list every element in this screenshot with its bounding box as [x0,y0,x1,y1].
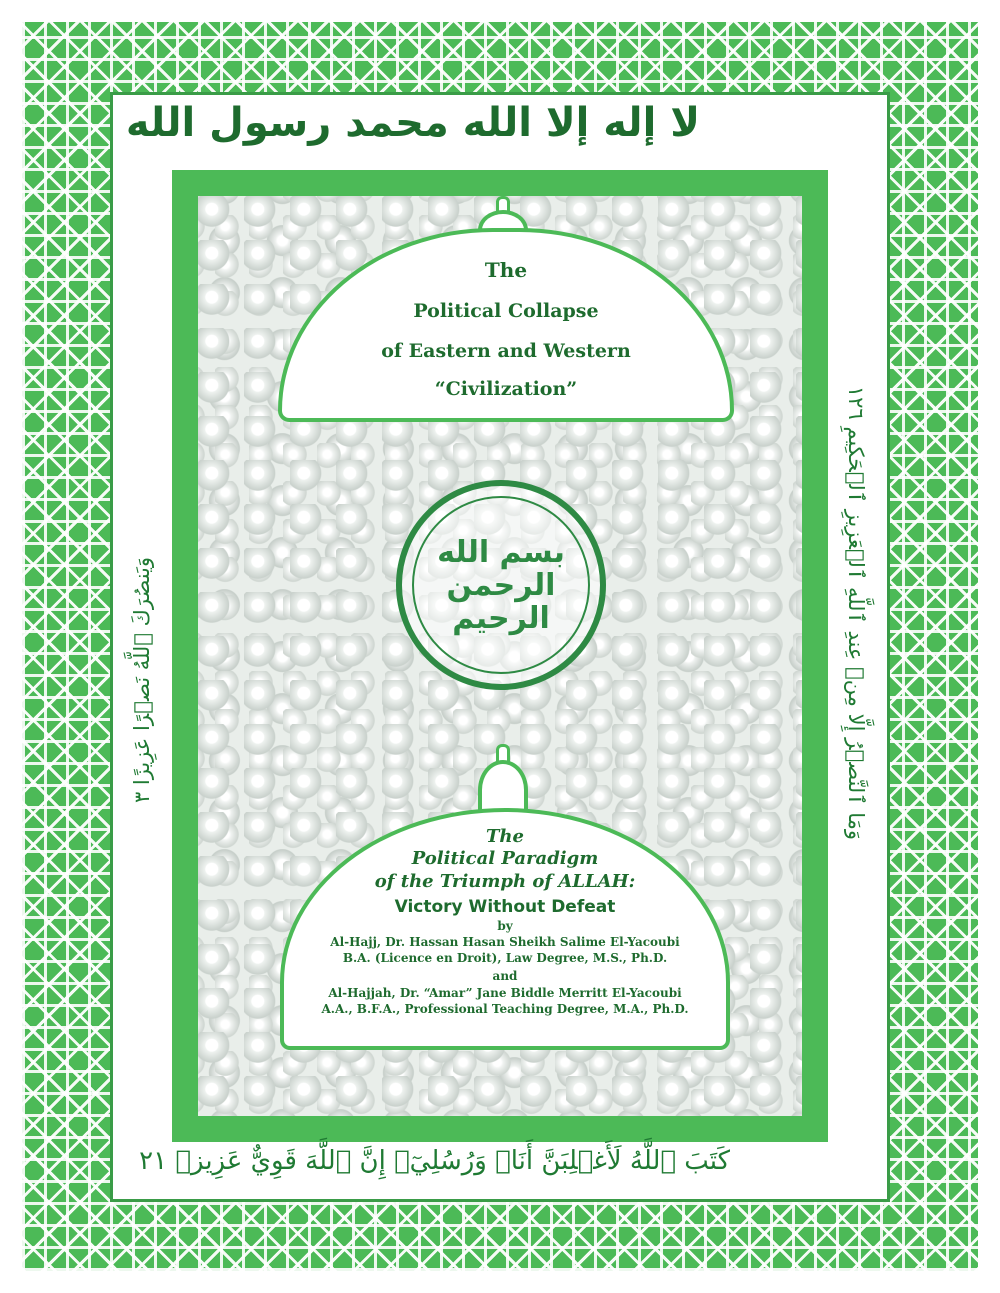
title-line-1: The [484,258,528,282]
author-1-name: Al-Hajj, Dr. Hassan Hasan Sheikh Salime El-Yacoubi [330,935,680,949]
subtitle-line-1: The [486,826,524,847]
left-verse: وَيَنصُرَكَ ٱللَّهُ نَصۡرًا عَزِيزًا ٣ [130,556,154,804]
subtitle-line-3: of the Triumph of ALLAH: [374,871,636,892]
subtitle-line-4: Victory Without Defeat [394,897,616,917]
bottom-verse: كَتَبَ ٱللَّهُ لَأَغۡلِبَنَّ أَنَا۠ وَرُسُلِيٓۚ إِنَّ ٱللَّهَ قَوِيٌّ عَزِيزٞ ٢١ [139,1146,730,1176]
title-line-4: “Civilization” [434,378,578,400]
by-label: by [497,919,513,933]
shahada-calligraphy: لا إله إلا الله محمد رسول الله [125,100,700,146]
author-1-degrees: B.A. (Licence en Droit), Law Degree, M.S., Ph.D. [342,951,668,965]
title-line-3: of Eastern and Western [381,340,631,362]
author-2-name: Al-Hajjah, Dr. “Amar” Jane Biddle Merritt El-Yacoubi [328,986,682,1000]
subtitle-line-2: Political Paradigm [411,848,599,869]
title-line-2: Political Collapse [413,300,599,322]
basmala-seal [396,480,606,690]
and-label: and [492,969,518,983]
author-2-degrees: A.A., B.F.A., Professional Teaching Degree, M.A., Ph.D. [321,1002,689,1016]
right-verse: وَمَا ٱلنَّصۡرُ إِلَّا مِنۡ عِندِ ٱللَّهِ ٱلۡعَزِيزِ ٱلۡحَكِيمِ ١٢٦ [844,385,868,840]
basmala-text: بسم الله الرحمن الرحيم [412,496,590,674]
